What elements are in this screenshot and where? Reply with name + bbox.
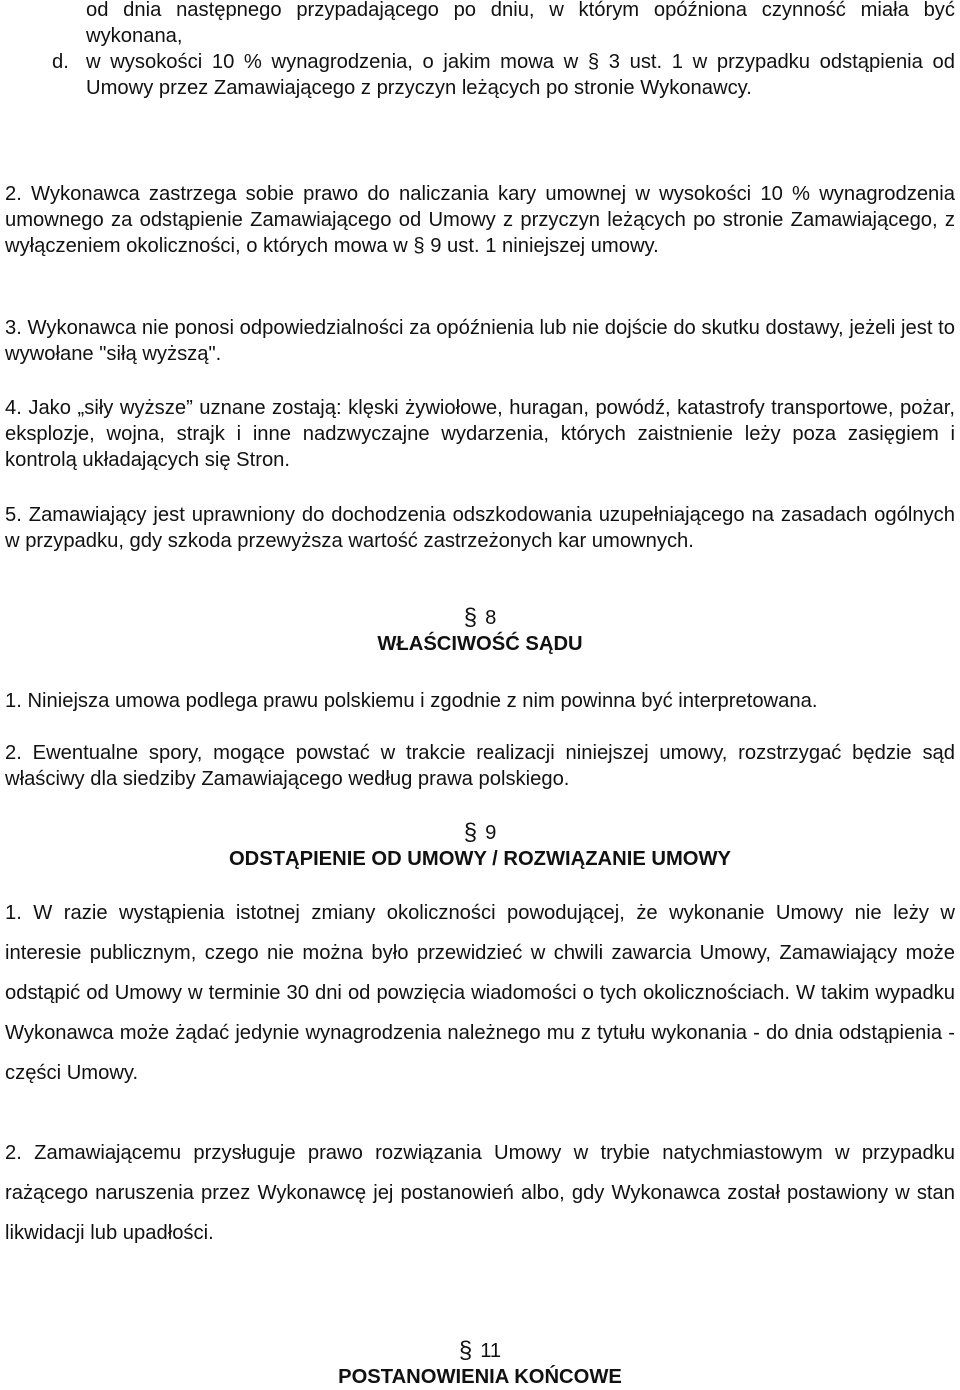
section-11-heading (0, 1338, 960, 1390)
section-8-paragraph-1: 1. Niniejsza umowa podlega prawu polskiemu i zgodnie z nim powinna być interpretowana. (5, 690, 818, 712)
section-9-paragraph-1: 1. W razie wystąpienia istotnej zmiany okoliczności powodującej, że wykonanie Umowy nie leży w interesie publicznym, czego nie można było przewidzieć w chwili zawarcia Umowy, Zamawiający może odstąpić od Umowy w terminie 30 dni od powzięcia wiadomości o tych okolicznościach. W takim wypadku Wykonawca może żądać jedynie wynagrodzenia należnego mu z tytułu wykonania - do dnia odstąpienia - części Umowy. (5, 902, 955, 1084)
section-9-title: ODSTĄPIENIE OD UMOWY / ROZWIĄZANIE UMOWY (228, 848, 732, 870)
section-8-symbol: § (463, 604, 478, 631)
section-9-number: § 9 (463, 819, 497, 846)
section-9-heading (0, 820, 960, 872)
section-11-number: § 11 (458, 1337, 502, 1364)
section-8-heading (0, 605, 960, 657)
item-c-continuation: od dnia następnego przypadającego po dniu, w którym opóźniona czynność miała być wykonana, (86, 0, 955, 47)
paragraph-5: 5. Zamawiający jest uprawniony do dochodzenia odszkodowania uzupełniającego na zasadach ogólnych w przypadku, gdy szkoda przewyższa wartość zastrzeżonych kar umownych. (5, 504, 955, 552)
paragraph-3: 3. Wykonawca nie ponosi odpowiedzialności za opóźnienia lub nie dojście do skutku dostawy, jeżeli jest to wywołane "siłą wyższą". (5, 317, 955, 365)
section-8-number: § 8 (463, 604, 497, 631)
section-9-symbol: § (463, 819, 478, 846)
section-8-paragraph-2: 2. Ewentualne spory, mogące powstać w trakcie realizacji niniejszej umowy, rozstrzygać będzie sąd właściwy dla siedziby Zamawiającego według prawa polskiego. (5, 742, 955, 790)
section-11-symbol: § (458, 1337, 473, 1364)
paragraph-4: 4. Jako „siły wyższe” uznane zostają: klęski żywiołowe, huragan, powódź, katastrofy transportowe, pożar, eksplozje, wojna, strajk i inne nadzwyczajne wydarzenia, których zaistnienie leży poza zasięgiem i kontrolą układających się Stron. (5, 397, 955, 471)
section-8-title: WŁAŚCIWOŚĆ SĄDU (377, 633, 583, 655)
item-d-marker: d. (52, 51, 69, 73)
section-9-paragraph-2: 2. Zamawiającemu przysługuje prawo rozwiązania Umowy w trybie natychmiastowym w przypadku rażącego naruszenia przez Wykonawcę jej postanowień albo, gdy Wykonawca został postawiony w stan likwidacji lub upadłości. (5, 1142, 955, 1244)
section-11-title: POSTANOWIENIA KOŃCOWE (338, 1366, 622, 1388)
paragraph-2: 2. Wykonawca zastrzega sobie prawo do naliczania kary umownej w wysokości 10 % wynagrodzenia umownego za odstąpienie Zamawiającego od Umowy z przyczyn leżących po stronie Zamawiającego, z wyłączeniem okoliczności, o których mowa w § 9 ust. 1 niniejszej umowy. (5, 183, 955, 257)
item-d-text: w wysokości 10 % wynagrodzenia, o jakim mowa w § 3 ust. 1 w przypadku odstąpienia od Umowy przez Zamawiającego z przyczyn leżących po stronie Wykonawcy. (86, 51, 955, 99)
item-d (52, 49, 955, 101)
